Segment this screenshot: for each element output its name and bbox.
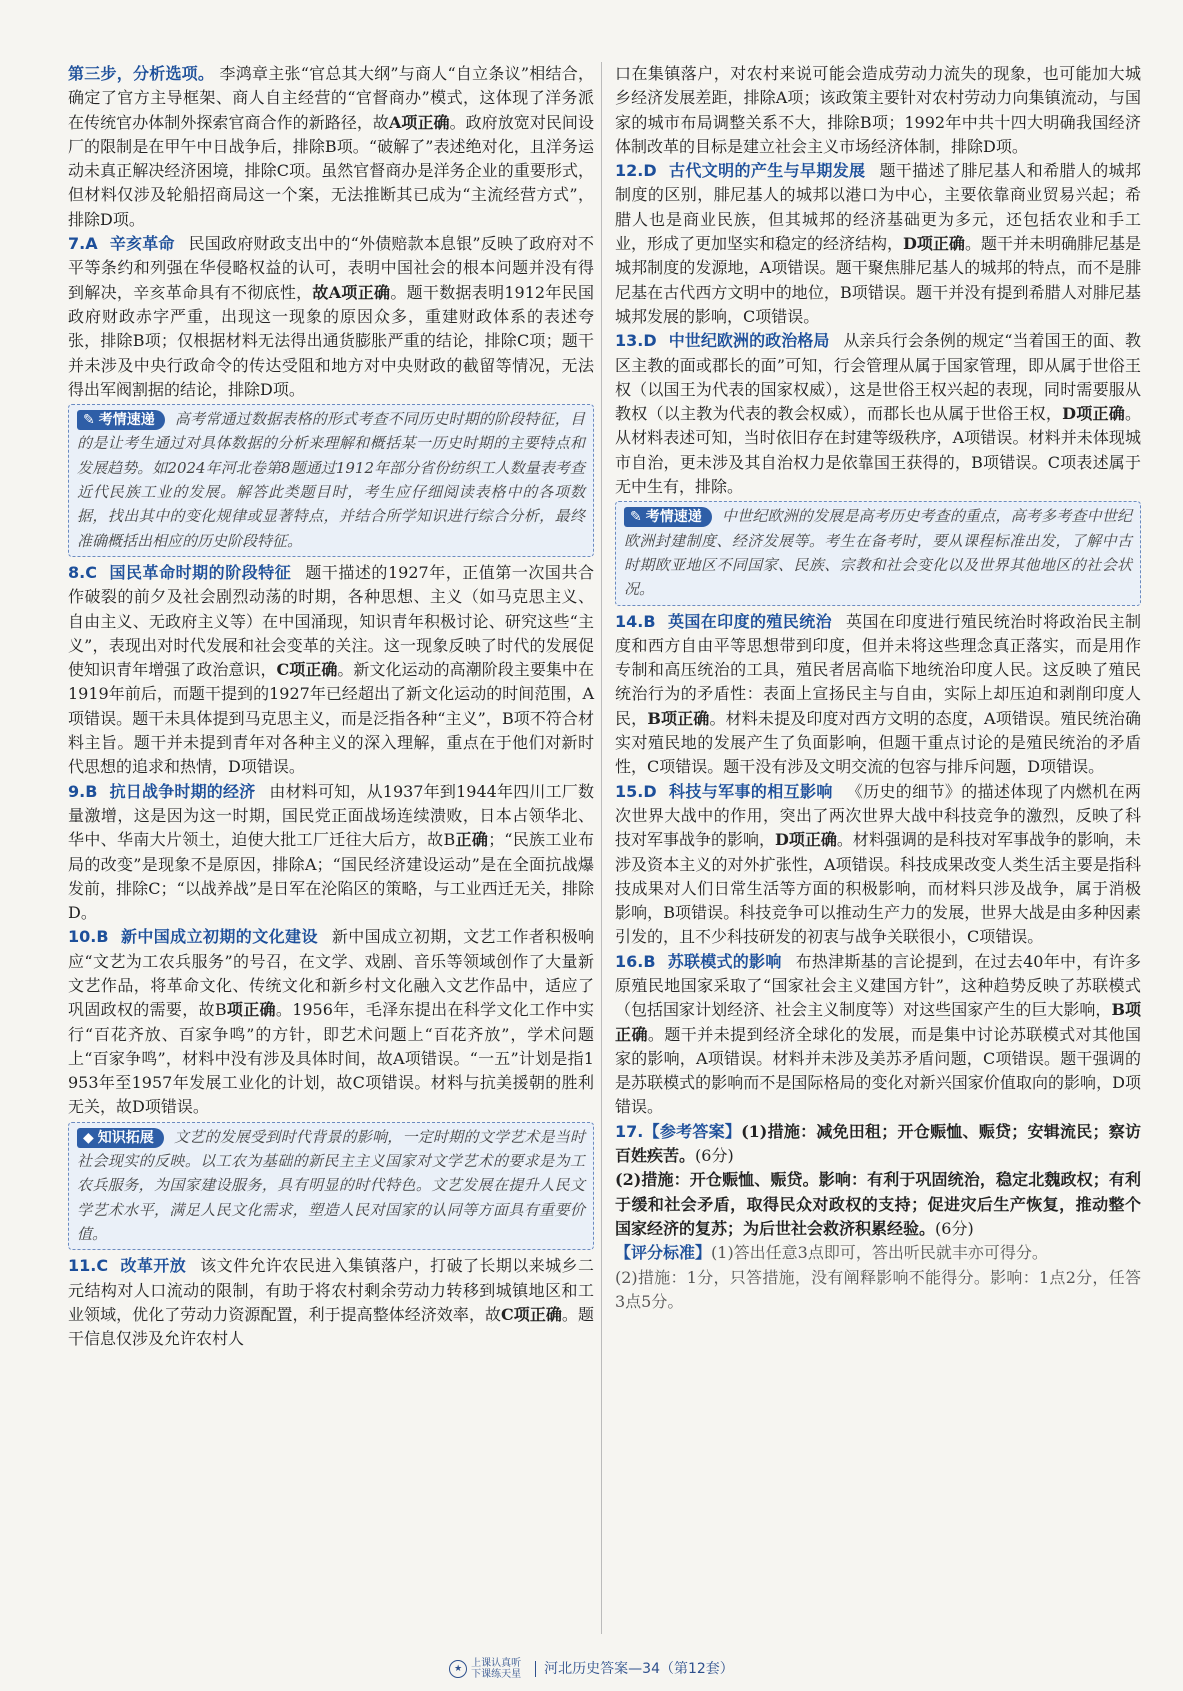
question-9: [68, 780, 594, 926]
q12-text-1: 题干描述了腓尼基人和希腊人的城邦制度的区别，腓尼基人的城邦以港口为中心，主要依靠商业贸易兴起；希腊人也是商业民族，但其城邦的经济基础更为多元，还包括农业和手工业，形成了更加坚实和稳定的经济结构，: [615, 161, 1141, 254]
box3-text-paragraph: [624, 504, 1132, 601]
q15-text-2: 。材料强调的是科技对军事战争的影响，未涉及资本主义的对外扩张性，A项错误。科技成果改变人类生活主要是指科技成果对人们日常生活等方面的积极影响，而材料只涉及战争，属于消极影响，B项错误。科技竞争可以推动生产力的发展，世界大战是由多种因素引发的，且不少科技研发的初衷与战争关联很小，C项错误。: [615, 830, 1141, 947]
q16-title: 苏联模式的影响: [667, 951, 782, 971]
brand-logo-icon: ★: [449, 1660, 467, 1678]
q17-a2-score: (6分): [935, 1218, 974, 1238]
page-number-label: 河北历史答案—34（第12套）: [544, 1661, 734, 1677]
q14-text-1: 英国在印度进行殖民统治时将政治民主制度和西方自由平等思想带到印度，但并未将这些理念真正落实，而是用作专制和高压统治的工具，殖民者居高临下地统治印度人民。这反映了殖民统治行为的矛盾性：表面上宣扬民主与自由，实际上却压迫和剥削印度人民，: [615, 611, 1141, 728]
q14-title: 英国在印度的殖民统治: [667, 611, 833, 631]
question-13: [615, 329, 1141, 499]
q7-number: 7.A: [68, 234, 98, 254]
pen-icon: ✎: [630, 509, 642, 526]
q12-title: 古代文明的产生与早期发展: [668, 161, 866, 181]
step3-text-1: 李鸿章主张“官总其大纲”与商人“自立条议”相结合，确定了官方主导框架、商人自主经营的“官督商办”模式，这体现了洋务派在传统官办体制外探索官商合作的新路径，故: [68, 64, 594, 132]
q16-text-2: 。题干并未提到经济全球化的发展，而是集中讨论苏联模式对其他国家的影响，A项错误。材料并未涉及美苏矛盾问题，C项错误。题干强调的是苏联模式的影响而不是国际格局的变化对新兴国家价值取向的影响，D项错误。: [615, 1024, 1141, 1117]
box1-text-paragraph: [77, 407, 585, 553]
q17-a1-score: (6分): [695, 1146, 734, 1166]
q17-number: 17.: [615, 1121, 644, 1141]
slogan-line-1: 上课认真听: [471, 1658, 522, 1669]
q17-s1: (1)答出任意3点即可，答出听民就丰亦可得分。: [711, 1243, 1048, 1263]
q13-title: 中世纪欧洲的政治格局: [668, 331, 830, 351]
box2-tag: [77, 1128, 164, 1148]
q10-text-1: 新中国成立初期，文艺工作者积极响应“文艺为工农兵服务”的号召，在文学、戏剧、音乐等领域创作了大量新文艺作品，将革命文化、传统文化和新乡村文化融入文艺作品中，适应了巩固政权的需要，故B: [68, 927, 594, 1020]
q15-number: 15.D: [615, 781, 657, 801]
q16-text-1: 布热津斯基的言论提到，在过去40年中，有许多原殖民地国家采取了“国家社会主义建国方针”，这种趋势反映了苏联模式（包括国家计划经济、社会主义制度等）对这些国家产生的巨大影响，: [615, 951, 1141, 1020]
q10-correct: 项正确: [226, 1000, 276, 1020]
right-column: [615, 62, 1141, 1314]
q13-correct: D项正确: [1062, 404, 1125, 424]
box3-tag: [624, 507, 712, 527]
left-column: [68, 62, 594, 1351]
q8-correct: C项正确: [276, 660, 338, 680]
q17-standard-1: [615, 1241, 1141, 1265]
box1-tag-label: 考情速递: [98, 412, 155, 429]
q11-text-1: 该文件允许农民进入集镇落户，打破了长期以来城乡二元结构对人口流动的限制，有助于将农村剩余劳动力转移到城镇地区和工业领域，优化了劳动力资源配置，利于提高整体经济效率，故: [68, 1256, 594, 1324]
box2-text-paragraph: [77, 1125, 585, 1246]
step3-text-2: 。政府放宽对民间设厂的限制是在甲午中日战争后，排除B项。“破解了”表述绝对化，且洋务运动未真正解决经济困境，排除C项。虽然官督商办是洋务企业的重要形式，但材料仅涉及轮船招商局这一个案，无法推断其已成为“主流经营方式”，排除D项。: [68, 112, 594, 229]
q9-title: 抗日战争时期的经济: [109, 781, 256, 801]
box3-text: 中世纪欧洲的发展是高考历史考查的重点，高考多考查中世纪欧洲封建制度、经济发展等。考生在备考时，要从课程标准出发，了解中古时期欧亚地区不同国家、民族、宗教和社会变化以及世界其他地区的社会状况。: [624, 507, 1132, 599]
question-12: [615, 159, 1141, 329]
page-footer: [0, 1658, 1183, 1680]
q10-text-2: 。1956年，毛泽东提出在科学文化工作中实行“百花齐放、百家争鸣”的方针，即艺术问题上“百花齐放”，学术问题上“百家争鸣”，材料中没有涉及具体时间，故A项错误。“一五”计划是指1953年至1957年发展工业化的计划，故C项错误。材料与抗美援朝的胜利无关，故D项错误。: [68, 1000, 594, 1117]
q17-a2: (2)措施：开仓赈恤、赈贷。影响：有利于巩固统治，稳定北魏政权；有利于缓和社会矛盾，取得民众对政权的支持；促进灾后生产恢复，推动整个国家经济的复苏；为后世社会救济积累经验。: [615, 1170, 1141, 1238]
q12-number: 12.D: [615, 161, 657, 181]
q17-standard-2: (2)措施：1分，只答措施，没有阐释影响不能得分。影响：1点2分，任答3点5分。: [615, 1267, 1141, 1311]
q9-text-1: 由材料可知，从1937年到1944年四川工厂数量激增，这是因为这一时期，国民党正面战场连续溃败，日本占领华北、华中、华南大片领土，迫使大批工厂迁往大后方，故B: [68, 781, 594, 850]
question-11: [68, 1254, 594, 1351]
q11-title: 改革开放: [120, 1256, 187, 1276]
question-10: [68, 925, 594, 1119]
question-14: [615, 610, 1141, 780]
box1-tag: [77, 410, 165, 430]
q15-text-1: 《历史的细节》的描述体现了内燃机在两次世界大战中的作用，突出了两次世界大战中科技竞争的激烈，反映了科技对军事战争的影响，: [615, 781, 1141, 850]
exam-trend-box-2: [615, 501, 1141, 605]
q11-correct: C项正确: [501, 1304, 562, 1324]
q15-title: 科技与军事的相互影响: [668, 781, 833, 801]
q16-number: 16.B: [615, 951, 656, 971]
question-8: [68, 561, 594, 780]
q10-title: 新中国成立初期的文化建设: [120, 927, 318, 947]
q11-continued: 口在集镇落户，对农村来说可能会造成劳动力流失的现象，也可能加大城乡经济发展差距，排除A项；该政策主要针对农村劳动力向集镇流动，与国家的城市布局调整关系不大，排除B项；1992年中共十四大明确我国经济体制改革的目标是建立社会主义市场经济体制，排除D项。: [615, 64, 1141, 156]
question-7: [68, 232, 594, 402]
q13-number: 13.D: [615, 331, 657, 351]
q17-a1: (1)措施：减免田租；开仓赈恤、赈贷；安辑流民；察访百姓疾苦。: [615, 1121, 1141, 1166]
box2-tag-label: 知识拓展: [97, 1129, 154, 1146]
q7-text-2: 。题干数据表明1912年民国政府财政赤字严重，出现这一现象的原因众多，重建财政体系的表述夸张，排除B项；仅根据材料无法得出通货膨胀严重的结论，排除C项；题干并未涉及中央行政命令的传达受阻和地方对中央财政的截留等情况，无法得出军阀割据的结论，排除D项。: [68, 282, 594, 399]
q12-text-2: 。题干并未明确腓尼基是城邦制度的发源地，A项错误。题干聚焦腓尼基人的城邦的特点，而不是腓尼基在古代西方文明中的地位，B项错误。题干并没有提到希腊人对腓尼基城邦发展的影响，C项错误。: [615, 234, 1141, 326]
q15-correct: D项正确: [775, 830, 837, 850]
q14-text-2: 。材料未提及印度对西方文明的态度，A项错误。殖民统治确实对殖民地的发展产生了负面影响，但题干重点讨论的是殖民统治的矛盾性，C项错误。题干没有涉及文明交流的包容与排斥问题，D项错误。: [615, 708, 1141, 777]
q12-correct: D项正确: [903, 234, 965, 254]
q17-std-label: 【评分标准】: [615, 1243, 712, 1263]
diamond-pen-icon: ◆: [83, 1129, 94, 1146]
step3-label: 第三步，分析选项。: [68, 64, 215, 83]
q14-correct: B项正确: [647, 708, 710, 728]
q8-text-2: 。新文化运动的高潮阶段主要集中在1919年前后，而题干提到的1927年已经超出了新文化运动的时间范围，A项错误。题干未具体提到马克思主义，而是泛指各种“主义”，B项不符合材料主旨。题干并未提到青年对各种主义的深入理解，重点在于他们对新时代思想的追求和热情，D项错误。: [68, 660, 594, 777]
q13-text-2: 。从材料表述可知，当时依旧存在封建等级秩序，A项错误。材料并未体现城市自治，更未涉及其自治权力是依靠国王获得的，B项错误。C项表述属于无中生有，排除。: [615, 404, 1141, 497]
q14-number: 14.B: [615, 611, 656, 631]
pen-icon: ✎: [83, 412, 95, 429]
q17-answer-1: [615, 1120, 1141, 1169]
knowledge-extension-box: [68, 1122, 594, 1250]
q7-correct: 故A项正确: [312, 282, 391, 302]
q13-text-1: 从亲兵行会条例的规定“当着国王的面、教区主教的面或郡长的面”可知，行会管理从属于国家管理，即从属于世俗王权（以国王为代表的国家权威），这是世俗王权兴起的表现，同时需要服从教权（以主教为代表的教会权威），而郡长也从属于世俗王权，: [615, 331, 1141, 424]
brand-slogan: [471, 1658, 521, 1680]
step3-correct: A项正确: [388, 112, 450, 132]
q7-title: 辛亥革命: [109, 234, 175, 254]
question-16: [615, 950, 1141, 1120]
q8-number: 8.C: [68, 562, 97, 582]
box1-text: 高考常通过数据表格的形式考查不同历史时期的阶段特征，目的是让考生通过对具体数据的分析来理解和概括某一历史时期的主要特点和发展趋势。如2024年河北卷第8题通过1912年部分省份纺织工人数量表考查近代民族工业的发展。解答此类题目时，考生应仔细阅读表格中的各项数据，找出其中的变化规律或显著特点，并结合所学知识进行综合分析，最终准确概括出相应的历史阶段特征。: [77, 410, 585, 550]
exam-trend-box-1: [68, 404, 594, 557]
q10-number: 10.B: [68, 927, 109, 947]
question-15: [615, 780, 1141, 950]
q9-number: 9.B: [68, 781, 98, 801]
q11-number: 11.C: [68, 1256, 109, 1276]
step3-paragraph: [68, 62, 594, 232]
q9-text-2: ；“民族工业布局的改变”是现象不是原因，排除A；“国民经济建设运动”是在全面抗战爆发前，排除C；“以战养战”是日军在沦陷区的策略，与工业西迁无关，排除D。: [68, 830, 594, 923]
q7-text-1: 民国政府财政支出中的“外债赔款本息银”反映了政府对不平等条约和列强在华侵略权益的认可，表明中国社会的根本问题并没有得到解决，辛亥革命具有不彻底性，: [68, 234, 594, 302]
q17-ref-label: 【参考答案】: [643, 1121, 742, 1141]
q8-title: 国民革命时期的阶段特征: [108, 562, 292, 582]
q17-answer-2: [615, 1168, 1141, 1241]
column-divider: [601, 62, 602, 1634]
box2-text: 文艺的发展受到时代背景的影响，一定时期的文学艺术是当时社会现实的反映。以工农为基础的新民主主义国家对文学艺术的要求是为工农兵服务，为国家建设服务，具有明显的时代特色。文艺发展在提升人民文学艺术水平，满足人民文化需求，塑造人民对国家的认同等方面具有重要价值。: [77, 1127, 585, 1243]
q9-correct: 正确: [455, 830, 489, 850]
footer-separator: [535, 1661, 536, 1677]
q11-text-2: 。题干信息仅涉及允许农村人: [68, 1304, 594, 1349]
q16-correct: B项正确: [615, 1000, 1141, 1044]
slogan-line-2: 下课练天星: [471, 1669, 522, 1680]
q8-text-1: 题干描述的1927年，正值第一次国共合作破裂的前夕及社会剧烈动荡的时期，各种思想、主义（如马克思主义、自由主义、无政府主义等）在中国涌现，知识青年积极讨论、研究这些“主义”，表现出对时代发展和社会变革的关注。这一现象反映了时代的发展促使知识青年增强了政治意识，: [68, 562, 594, 680]
box3-tag-label: 考情速递: [645, 509, 702, 526]
